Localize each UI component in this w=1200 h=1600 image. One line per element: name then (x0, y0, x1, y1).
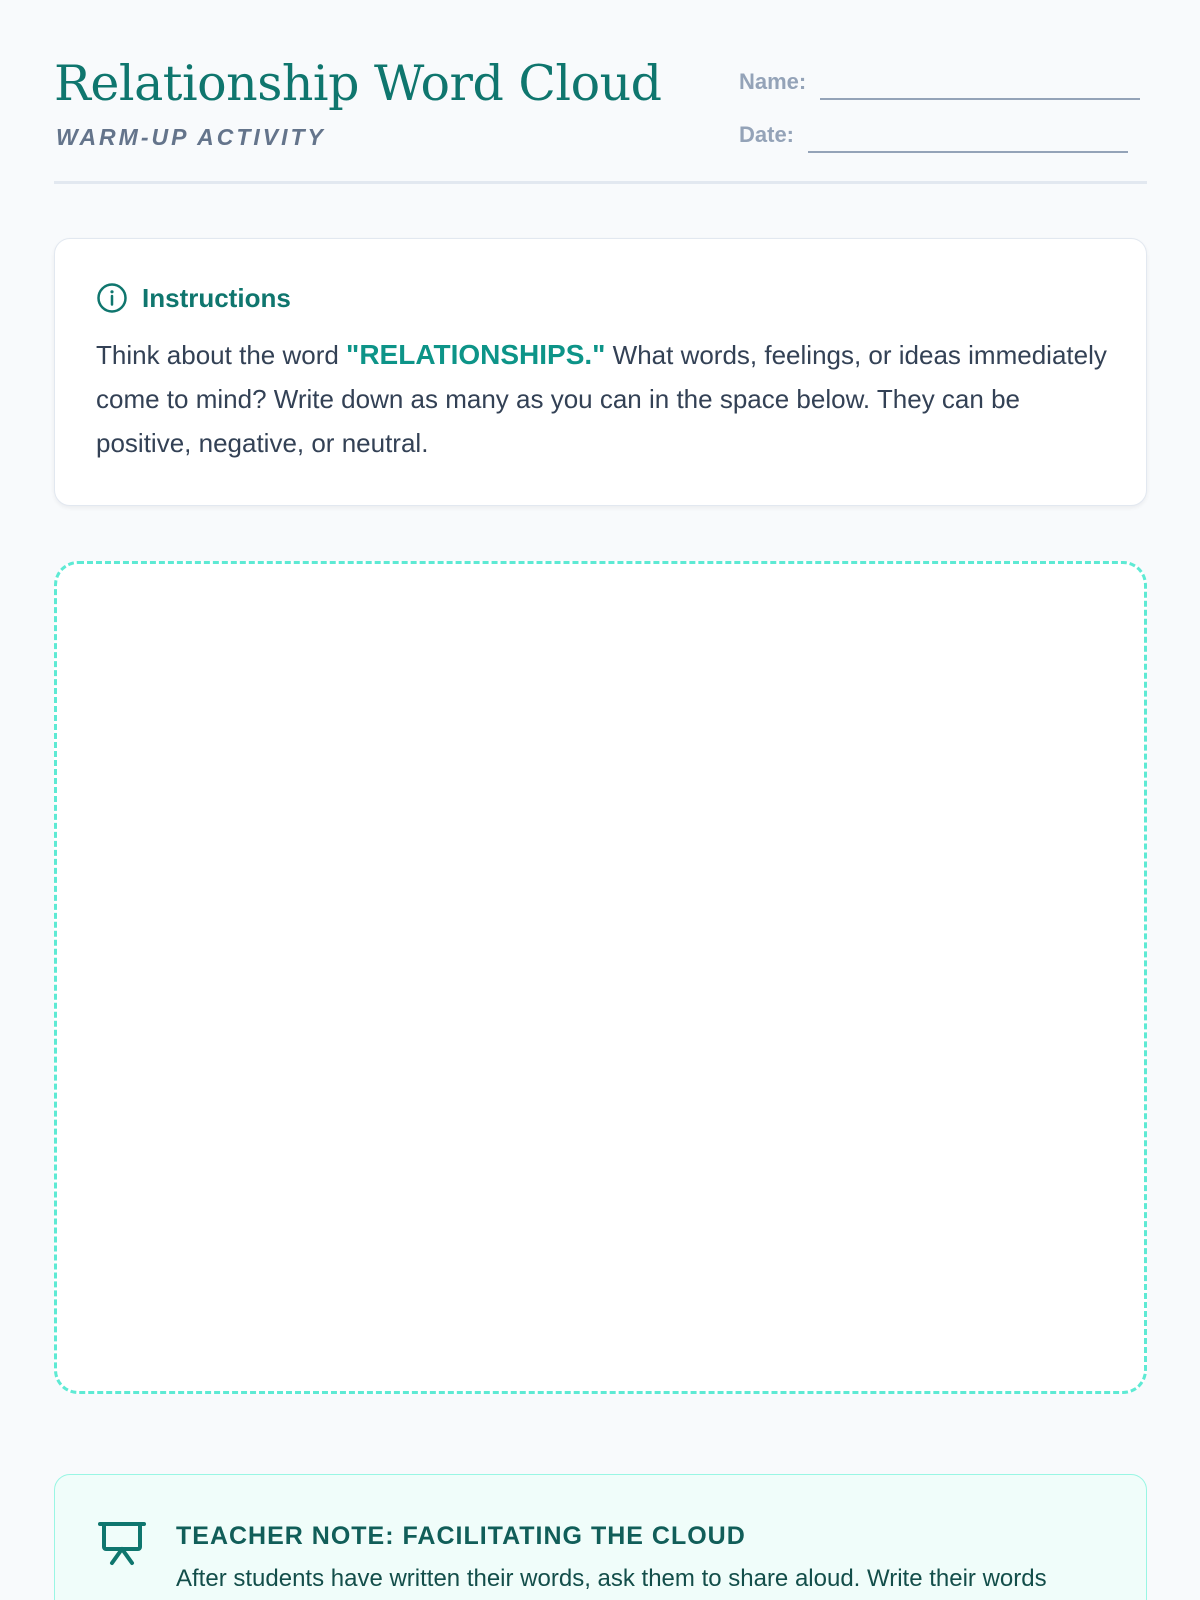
worksheet-page (54, 0, 1147, 1600)
teacher-note-text: After students have written their words, ask them to share aloud. Write their words (176, 1565, 1047, 1592)
date-field (739, 117, 1128, 153)
name-field (739, 64, 1140, 100)
teacher-note (54, 1474, 1147, 1600)
name-write-line[interactable] (820, 66, 1140, 100)
word-cloud-writing-area[interactable] (54, 561, 1147, 1394)
page-title: Relationship Word Cloud (54, 55, 662, 112)
info-circle-icon (96, 282, 128, 314)
teacher-note-heading: TEACHER NOTE: FACILITATING THE CLOUD (176, 1522, 746, 1550)
presentation-board-icon (97, 1519, 147, 1569)
date-write-line[interactable] (808, 119, 1128, 153)
instructions-keyword: "RELATIONSHIPS." (346, 339, 606, 370)
instructions-heading: Instructions (142, 283, 291, 313)
date-label: Date: (739, 122, 795, 147)
instructions-text (96, 333, 1116, 465)
worksheet-header (54, 0, 1147, 184)
name-label: Name: (739, 69, 807, 94)
page-subtitle: WARM-UP ACTIVITY (56, 124, 326, 150)
instructions-text-before: Think about the word (96, 340, 347, 370)
instructions-text-after: What words, feelings, or ideas immediately come to mind? Write down as many as you can in the space below. They can be positive, negative, or neutral. (96, 340, 1107, 458)
instructions-card (54, 238, 1147, 506)
instructions-heading-row (96, 282, 291, 314)
